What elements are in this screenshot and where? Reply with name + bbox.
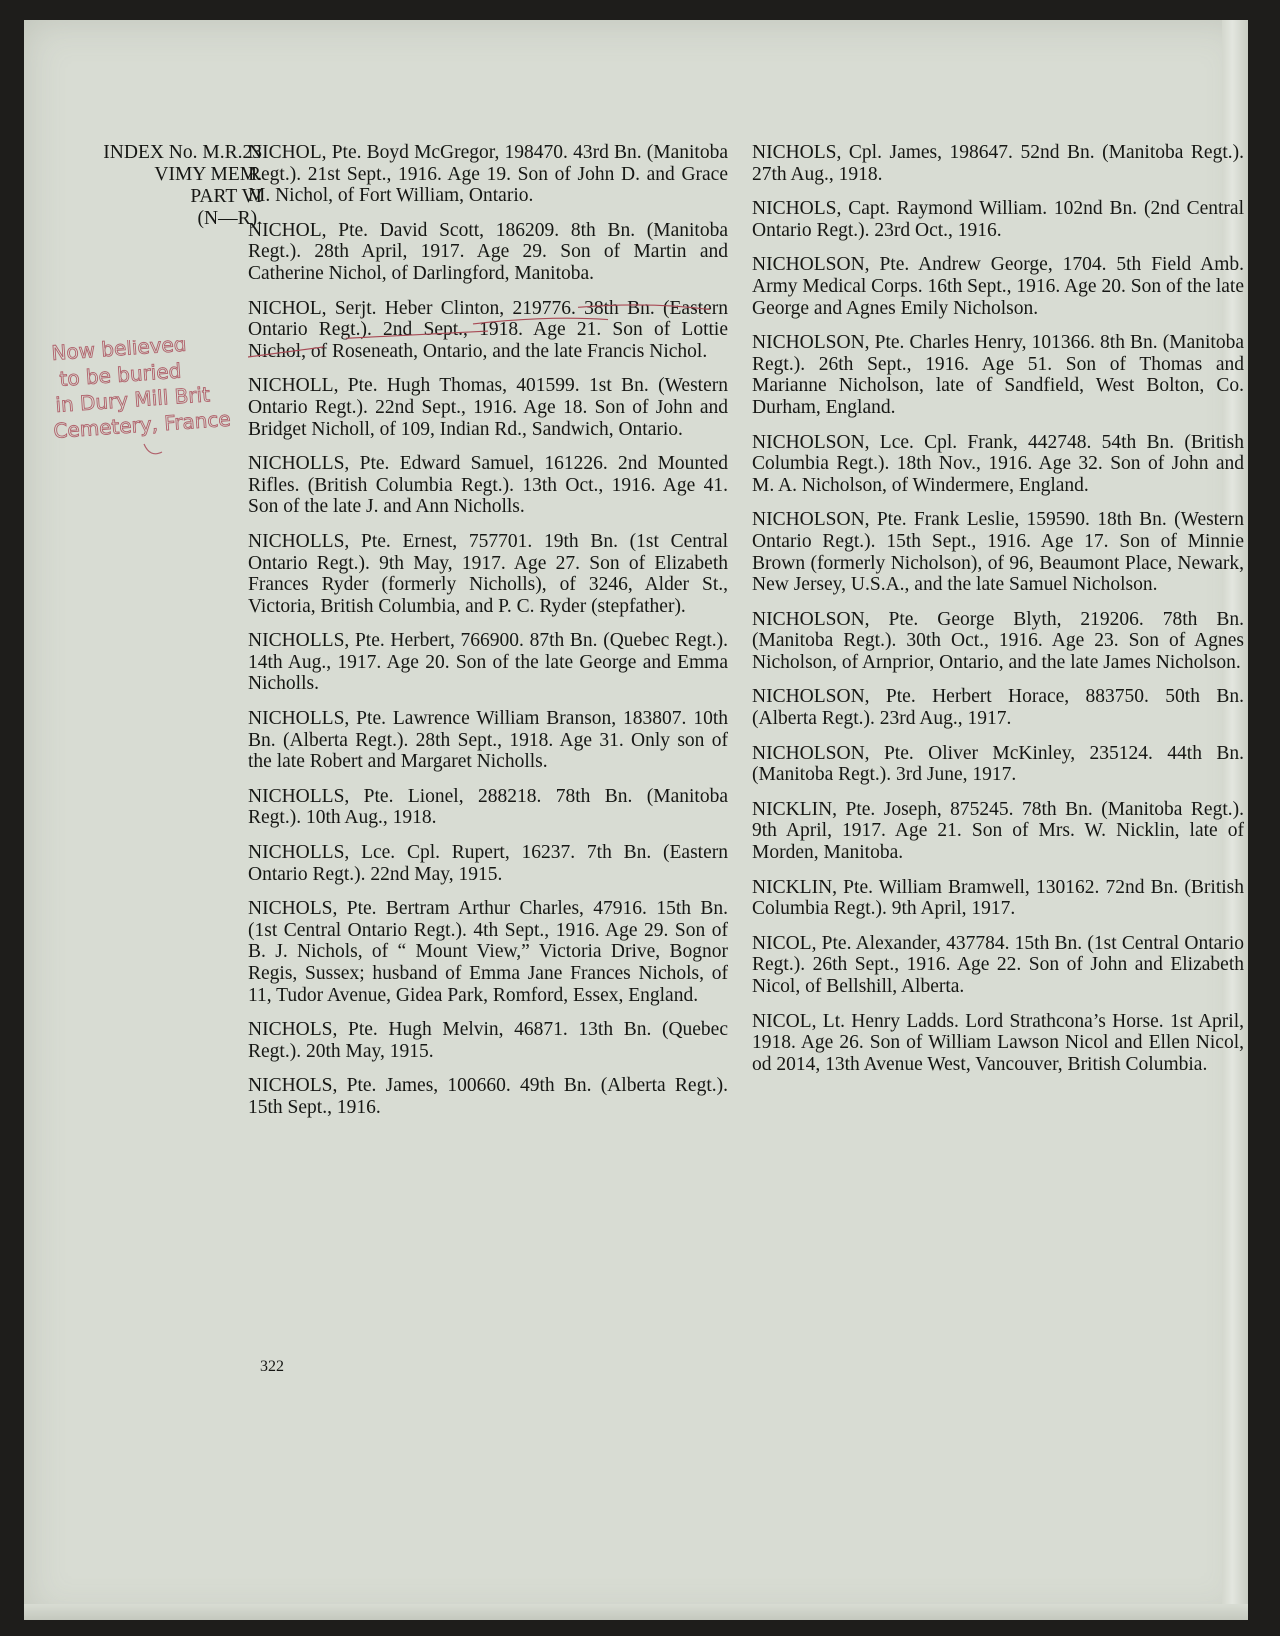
handwriting-line: in Dury Mill Brit [54, 382, 211, 417]
memorial-name: VIMY MEM. [154, 164, 262, 185]
letter-range: (N—R). [197, 208, 262, 229]
entry: NICHOLLS, Lce. Cpl. Rupert, 16237. 7th Bn. (Eastern Ontario Regt.). 22nd May, 1915. [248, 842, 728, 885]
entry: NICHOLSON, Lce. Cpl. Frank, 442748. 54th Bn. (British Columbia Regt.). 18th Nov., 1916. Age 32. Son of John and M. A. Nicholson, of Windermere, England. [752, 431, 1244, 496]
entry: NICHOLLS, Pte. Edward Samuel, 161226. 2nd Mounted Rifles. (British Columbia Regt.). 13th Oct., 1916. Age 41. Son of the late J. and Ann Nicholls. [248, 453, 728, 518]
entry-amended [248, 298, 728, 363]
entry: NICHOLS, Pte. James, 100660. 49th Bn. (Alberta Regt.). 15th Sept., 1916. [248, 1075, 728, 1118]
entry: NICHOL, Pte. Boyd McGregor, 198470. 43rd Bn. (Manitoba Regt.). 21st Sept., 1916. Age 19. Son of John D. and Grace M. Nichol, of Fort William, Ontario. [248, 142, 728, 207]
handwriting-svg [52, 340, 272, 470]
entry: NICKLIN, Pte. Joseph, 875245. 78th Bn. (Manitoba Regt.). 9th April, 1917. Age 21. Son of Mrs. W. Nicklin, late of Morden, Manitoba. [752, 798, 1244, 864]
entry: NICHOLSON, Pte. Oliver McKinley, 235124. 44th Bn. (Manitoba Regt.). 3rd June, 1917. [752, 742, 1244, 786]
entry: NICHOLSON, Pte. Herbert Horace, 883750. 50th Bn. (Alberta Regt.). 23rd Aug., 1917. [752, 686, 1244, 730]
register-page [24, 20, 1248, 1620]
index-number: INDEX No. M.R.23 [103, 142, 262, 163]
entry: NICHOLS, Pte. Bertram Arthur Charles, 47916. 15th Bn. (1st Central Ontario Regt.). 4th Sept., 1916. Age 29. Son of B. J. Nichols, of “ Mount View,” Victoria Drive, Bognor Regis, Sussex; husband of Emma Jane Frances Nichols, of 11, Tudor Avenue, Gidea Park, Romford, Essex, England. [248, 898, 728, 1006]
entry: NICHOLLS, Pte. Ernest, 757701. 19th Bn. (1st Central Ontario Regt.). 9th May, 1917. Age 27. Son of Elizabeth Frances Ryder (formerly Nicholls), of 3246, Alder St., Victoria, British Columbia, and P. C. Ryder (stepfather). [248, 530, 728, 617]
entry: NICHOLLS, Pte. Lionel, 288218. 78th Bn. (Manitoba Regt.). 10th Aug., 1918. [248, 785, 728, 829]
entry-text: NICHOL, Serjt. Heber Clinton, 219776. 38th Bn. (Eastern Ontario Regt.). 2nd Sept., 1918. Age 21. Son of Lottie Nichol, of Roseneath, Ontario, and the late Francis Nichol. [248, 297, 728, 362]
entry: NICOL, Pte. Alexander, 437784. 15th Bn. (1st Central Ontario Regt.). 26th Sept., 1916. Age 22. Son of John and Elizabeth Nicol, of Bellshill, Alberta. [752, 932, 1244, 997]
page-bottom-edge [24, 1604, 1248, 1620]
entry: NICHOLSON, Pte. Frank Leslie, 159590. 18th Bn. (Western Ontario Regt.). 15th Sept., 1916. Age 17. Son of Minnie Brown (formerly Nicholson), of 96, Beaumont Place, Newark, New Jersey, U.S.A., and the late Samuel Nicholson. [752, 509, 1244, 596]
entry: NICHOLSON, Pte. Charles Henry, 101366. 8th Bn. (Manitoba Regt.). 26th Sept., 1916. Age 51. Son of Thomas and Marianne Nicholson, late of Sandfield, West Bolton, Co. Durham, England. [752, 332, 1244, 418]
entry: NICKLIN, Pte. William Bramwell, 130162. 72nd Bn. (British Columbia Regt.). 9th April, 1917. [752, 876, 1244, 920]
entry: NICOL, Lt. Henry Ladds. Lord Strathcona’s Horse. 1st April, 1918. Age 26. Son of William Lawson Nicol and Ellen Nicol, od 2014, 13th Avenue West, Vancouver, British Columbia. [752, 1010, 1244, 1075]
page-number: 322 [260, 1358, 284, 1375]
right-column [752, 142, 1244, 1088]
entry: NICHOLS, Cpl. James, 198647. 52nd Bn. (Manitoba Regt.). 27th Aug., 1918. [752, 142, 1244, 185]
entry: NICHOLSON, Pte. Andrew George, 1704. 5th Field Amb. Army Medical Corps. 16th Sept., 1916. Age 20. Son of the late George and Agnes Emily Nicholson. [752, 254, 1244, 319]
entry: NICHOL, Pte. David Scott, 186209. 8th Bn. (Manitoba Regt.). 28th April, 1917. Age 29. Son of Martin and Catherine Nichol, of Darlingford, Manitoba. [248, 219, 728, 284]
part-number: PART VI [190, 186, 262, 207]
handwritten-annotation [52, 340, 272, 470]
entry: NICHOLS, Pte. Hugh Melvin, 46871. 13th Bn. (Quebec Regt.). 20th May, 1915. [248, 1019, 728, 1062]
entry: NICHOLSON, Pte. George Blyth, 219206. 78th Bn. (Manitoba Regt.). 30th Oct., 1916. Age 23. Son of Agnes Nicholson, of Arnprior, Ontario, and the late James Nicholson. [752, 608, 1244, 673]
entry: NICHOLLS, Pte. Herbert, 766900. 87th Bn. (Quebec Regt.). 14th Aug., 1917. Age 20. Son of the late George and Emma Nicholls. [248, 630, 728, 695]
handwriting-line: to be buried [58, 358, 183, 391]
left-column [248, 142, 728, 1132]
handwriting-line: Cemetery, France [52, 406, 232, 443]
handwriting-line: Now believed [52, 340, 188, 365]
index-reference [40, 142, 262, 230]
entry: NICHOLLS, Pte. Lawrence William Branson, 183807. 10th Bn. (Alberta Regt.). 28th Sept., 1918. Age 31. Only son of the late Robert and Margaret Nicholls. [248, 708, 728, 773]
entry: NICHOLS, Capt. Raymond William. 102nd Bn. (2nd Central Ontario Regt.). 23rd Oct., 1916. [752, 198, 1244, 241]
entry: NICHOLL, Pte. Hugh Thomas, 401599. 1st Bn. (Western Ontario Regt.). 22nd Sept., 1916. Age 18. Son of John and Bridget Nicholl, of 109, Indian Rd., Sandwich, Ontario. [248, 375, 728, 440]
